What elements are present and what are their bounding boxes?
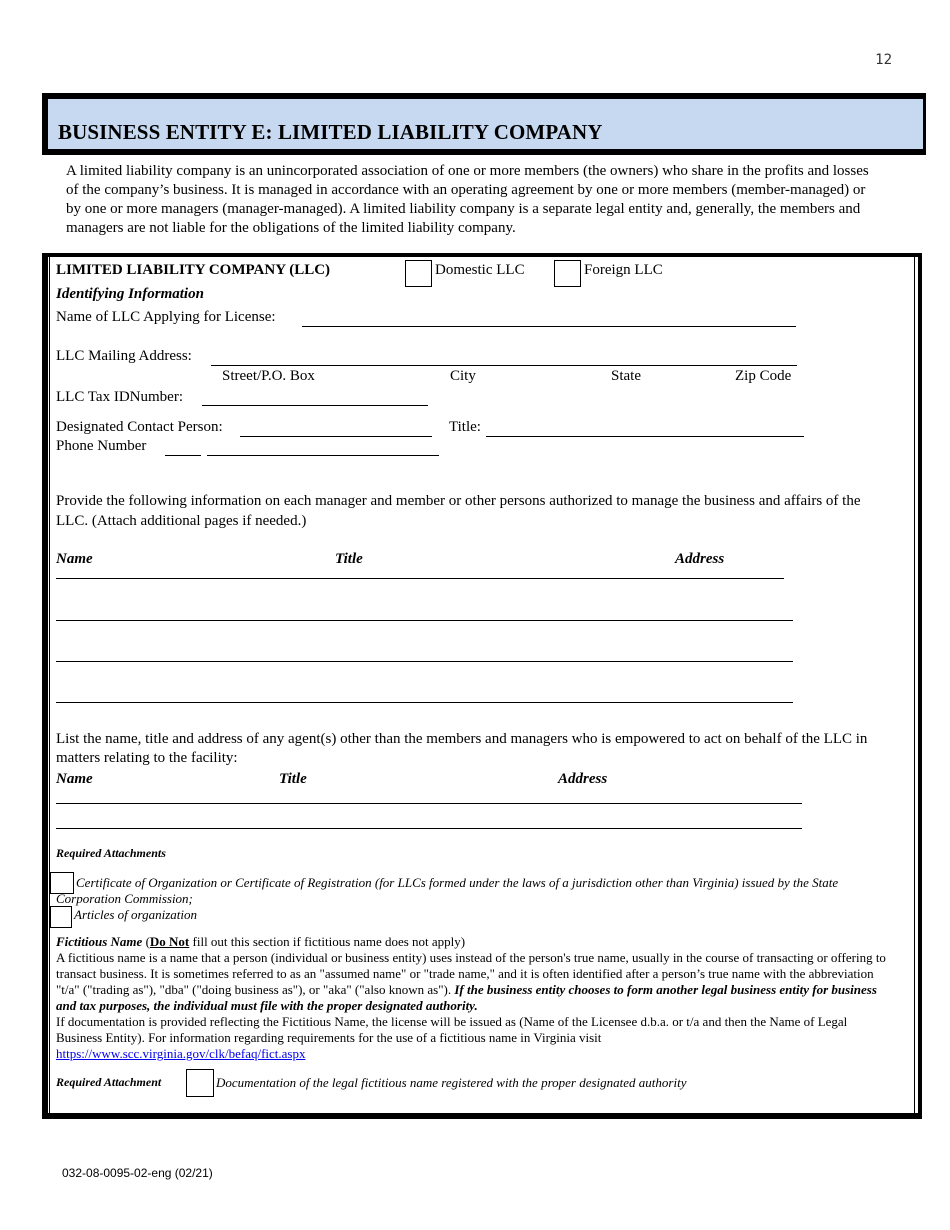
manager-row-line[interactable] [56,702,793,703]
contact-title-field[interactable] [486,436,804,437]
articles-checkbox[interactable] [50,906,72,928]
state-sublabel: State [611,368,641,384]
required-attachment-label: Required Attachment [56,1075,162,1089]
fictitious-warning: If the business entity chooses to form another legal business entity for business and tax purposes, the individual must file with the proper designated authority. [56,982,877,1013]
phone-label: Phone Number [56,438,147,454]
box-inner-border [914,257,915,1114]
llc-name-label: Name of LLC Applying for License: [56,309,276,325]
managers-col-address: Address [675,551,725,567]
managers-col-name: Name [56,551,93,567]
identifying-info-heading: Identifying Information [56,286,204,302]
domestic-llc-label: Domestic LLC [435,262,525,278]
agent-row-line[interactable] [56,828,802,829]
foreign-llc-label: Foreign LLC [584,262,663,278]
mailing-address-label: LLC Mailing Address: [56,348,192,364]
agent-row-line[interactable] [56,803,802,804]
fictitious-paren-open: ( [145,934,150,949]
scc-fictitious-name-link[interactable]: https://www.scc.virginia.gov/clk/befaq/fict.aspx [56,1046,306,1061]
phone-number-field[interactable] [207,455,439,456]
phone-area-code-field[interactable] [165,455,201,456]
tax-id-field[interactable] [202,405,428,406]
foreign-llc-checkbox[interactable] [554,260,581,287]
form-id-footer: 032-08-0095-02-eng (02/21) [62,1166,213,1180]
fictitious-documentation-text: Documentation of the legal fictitious name registered with the proper designated authority [216,1075,687,1090]
box-inner-border [49,257,50,1114]
fictitious-definition: A fictitious name is a name that a person (individual or business entity) uses instead of the person's true name, usually in the course of transacting or offering to transact business. It is sometimes referred to as an "assumed name" or "trade name," and it is often identified after a person’s true name with the abbreviation "t/a" ("trading as"), "dba" ("doing business as"), or "aka" ("also known as"). [56,950,886,997]
agents-col-name: Name [56,771,93,787]
fictitious-heading-line [56,934,886,950]
agents-instruction: List the name, title and address of any agent(s) other than the members and managers who is empowered to act on behalf of the LLC in matters relating to the facility: [56,731,868,766]
zip-sublabel: Zip Code [735,368,792,384]
fictitious-name-section [56,934,886,1062]
fictitious-paragraph-2: If documentation is provided reflecting the Fictitious Name, the license will be issued as (Name of the Licensee d.b.a. or t/a and then the Name of Legal Business Entity). For information regarding requirements for the use of a fictitious name in Virginia visit [56,1014,848,1045]
agents-col-title: Title [279,771,307,787]
articles-text: Articles of organization [74,907,198,922]
fictitious-instruction: fill out this section if fictitious name does not apply) [192,934,466,949]
llc-name-field[interactable] [302,326,796,327]
manager-row-line[interactable] [56,661,793,662]
do-not-emphasis: Do Not [149,934,190,949]
managers-col-title: Title [335,551,363,567]
llc-heading: LIMITED LIABILITY COMPANY (LLC) [56,262,331,278]
agents-col-address: Address [558,771,608,787]
intro-paragraph: A limited liability company is an unincorporated association of one or more members (the owners) who share in the profits and losses of the company’s business. It is managed in accordance with an operating agreement by one or more members (member-managed) or by one or more managers (manager-managed). A limited liability company is a separate legal entity and, generally, the members and managers are not liable for the obligations of the limited liability company. [66,163,869,236]
contact-title-label: Title: [449,419,481,435]
manager-row-line[interactable] [56,620,793,621]
required-attachments-heading: Required Attachments [56,846,166,860]
contact-person-label: Designated Contact Person: [56,419,223,435]
page-number: 12 [875,52,892,68]
tax-id-label: LLC Tax IDNumber: [56,389,183,405]
fictitious-heading: Fictitious Name [56,934,143,949]
fictitious-paragraph-1 [56,950,886,1014]
managers-instruction: Provide the following information on each manager and member or other persons authorized to manage the business and affairs of the LLC. (Attach additional pages if needed.) [56,493,861,529]
fictitious-documentation-checkbox[interactable] [186,1069,214,1097]
contact-person-field[interactable] [240,436,432,437]
city-sublabel: City [450,368,476,384]
street-sublabel: Street/P.O. Box [222,368,315,384]
section-title: BUSINESS ENTITY E: LIMITED LIABILITY COMPANY [58,120,603,144]
certificate-text: Certificate of Organization or Certificate of Registration (for LLCs formed under the laws of a jurisdiction other than Virginia) issued by the State Corporation Commission; [56,875,839,906]
domestic-llc-checkbox[interactable] [405,260,432,287]
manager-row-line[interactable] [56,578,784,579]
mailing-address-field[interactable] [211,365,797,366]
